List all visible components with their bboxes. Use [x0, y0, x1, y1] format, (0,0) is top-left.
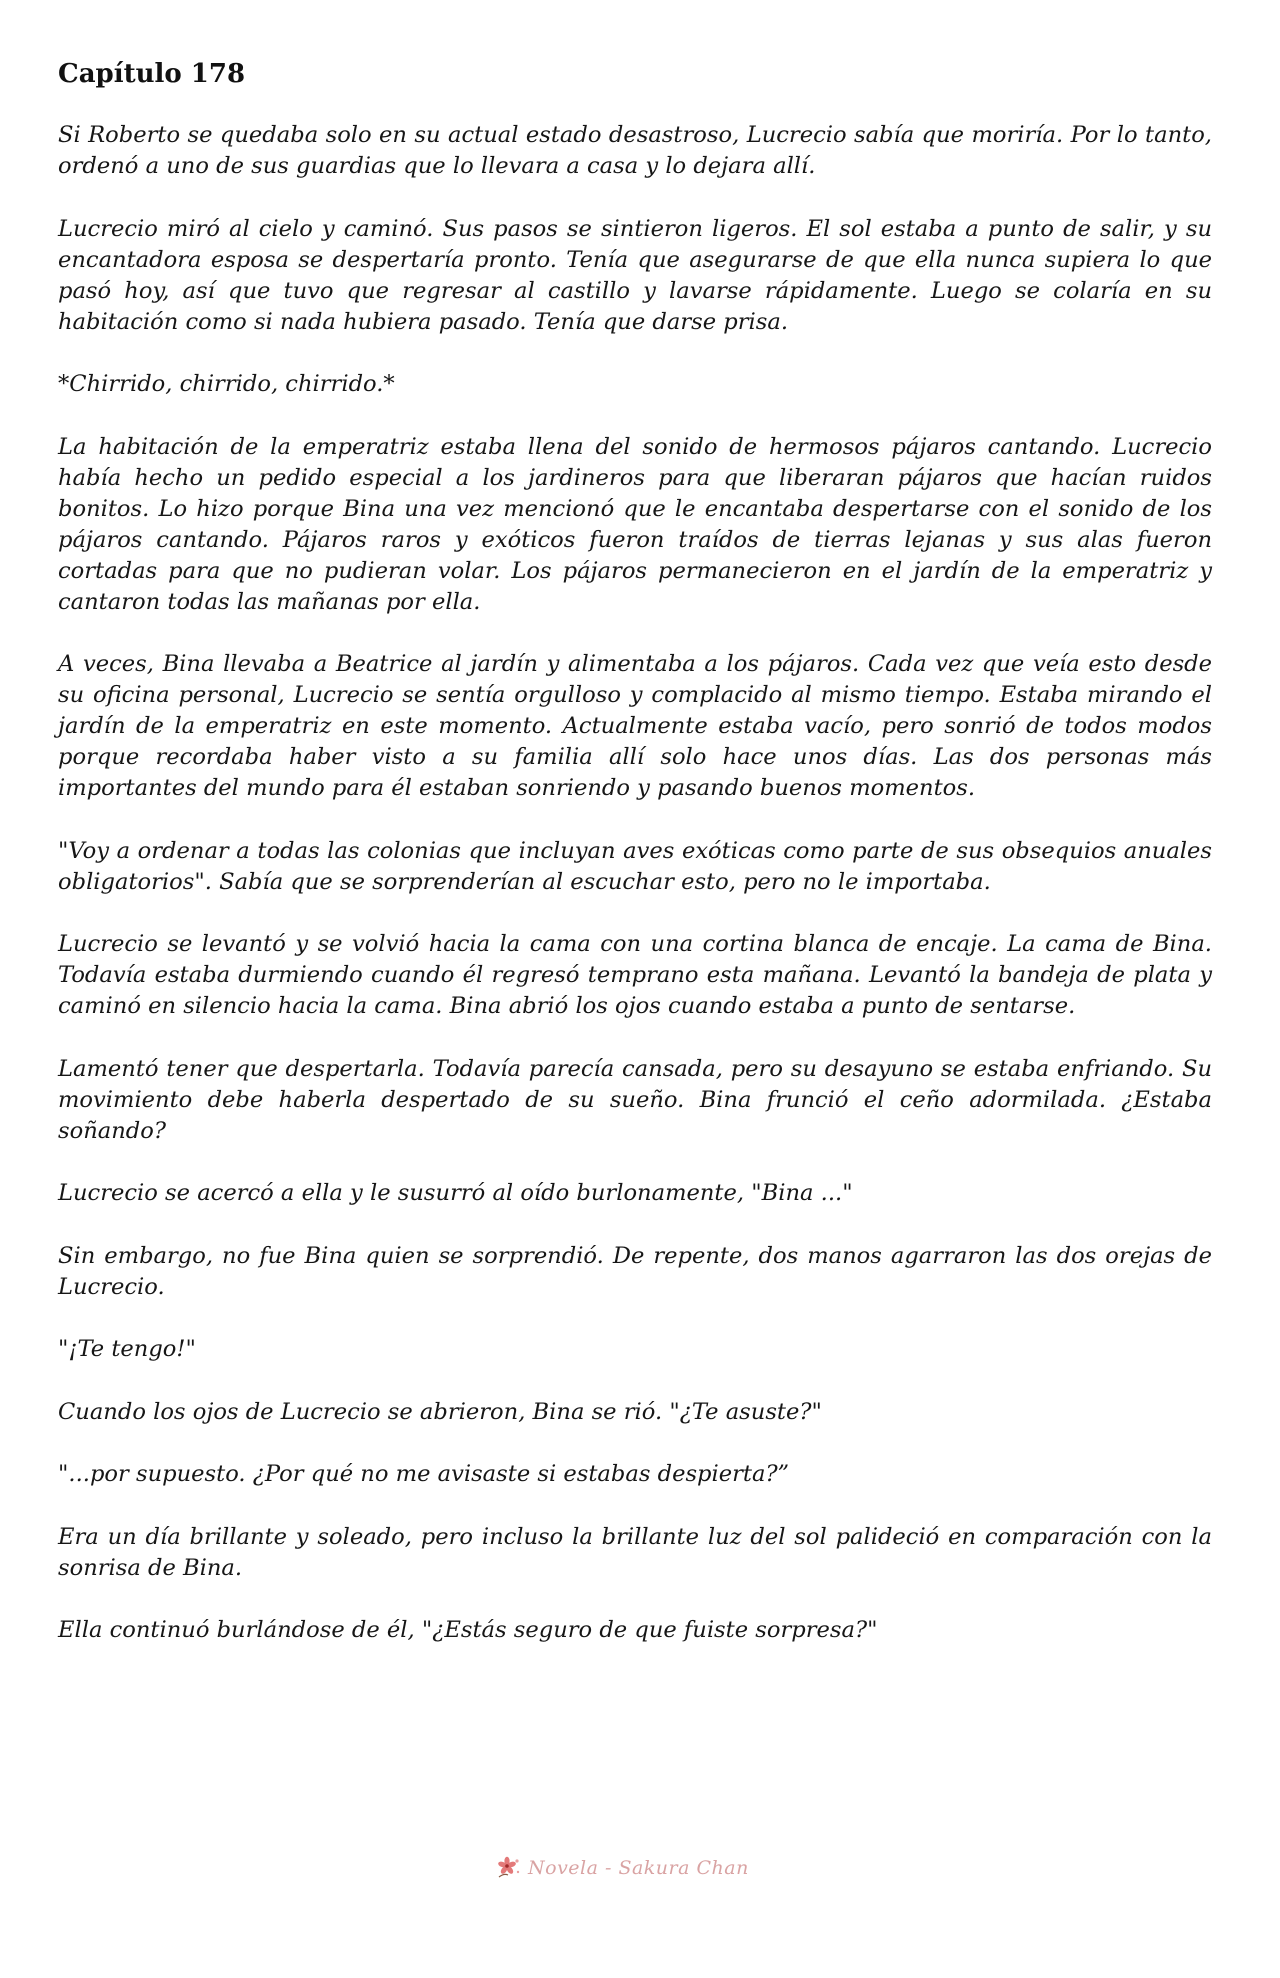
paragraph: Era un día brillante y soleado, pero incluso la brillante luz del sol palideció en comparación con la sonrisa de Bina. [58, 1523, 1212, 1581]
paragraph: "...por supuesto. ¿Por qué no me avisaste si estabas despierta?” [58, 1461, 790, 1487]
paragraph: Lucrecio se levantó y se volvió hacia la cama con una cortina blanca de encaje. La cama de Bina. Todavía estaba durmiendo cuando él regresó temprano esta mañana. Levantó la bandeja de plata y caminó en silencio hacia la cama. Bina abrió los ojos cuando estaba a punto de sentarse. [58, 931, 1212, 1019]
paragraph: *Chirrido, chirrido, chirrido.* [58, 371, 395, 397]
paragraph: Ella continuó burlándose de él, "¿Estás seguro de que fuiste sorpresa?" [58, 1617, 878, 1643]
paragraph: Sin embargo, no fue Bina quien se sorprendió. De repente, dos manos agarraron las dos orejas de Lucrecio. [58, 1242, 1212, 1300]
paragraph: "¡Te tengo!" [58, 1336, 196, 1362]
paragraph: Lucrecio se acercó a ella y le susurró al oído burlonamente, "Bina ..." [58, 1180, 853, 1206]
paragraph: Lamentó tener que despertarla. Todavía parecía cansada, pero su desayuno se estaba enfriando. Su movimiento debe haberla despertado de su sueño. Bina frunció el ceño adormilada. ¿Estaba soñando? [58, 1055, 1212, 1144]
paragraph: "Voy a ordenar a todas las colonias que incluyan aves exóticas como parte de sus obsequios anuales obligatorios". Sabía que se sorprenderían al escuchar esto, pero no le importaba. [58, 837, 1212, 895]
watermark [496, 1848, 749, 1888]
paragraph: Lucrecio miró al cielo y caminó. Sus pasos se sintieron ligeros. El sol estaba a punto de salir, y su encantadora esposa se despertaría pronto. Tenía que asegurarse de que ella nunca supiera lo que pasó hoy, así que tuvo que regresar al castillo y lavarse rápidamente. Luego se colaría en su habitación como si nada hubiera pasado. Tenía que darse prisa. [58, 215, 1212, 335]
sakura-flower-icon [496, 1855, 528, 1881]
watermark-text: Novela - Sakura Chan [528, 1857, 749, 1879]
chapter-body [58, 120, 1212, 1678]
paragraph: Cuando los ojos de Lucrecio se abrieron, Bina se rió. "¿Te asuste?" [58, 1398, 822, 1425]
paragraph: Si Roberto se quedaba solo en su actual estado desastroso, Lucrecio sabía que moriría. Por lo tanto, ordenó a uno de sus guardias que lo llevara a casa y lo dejara allí. [58, 122, 1212, 179]
paragraph: A veces, Bina llevaba a Beatrice al jardín y alimentaba a los pájaros. Cada vez que veía esto desde su oficina personal, Lucrecio se sentía orgulloso y complacido al mismo tiempo. Estaba mirando el jardín de la emperatriz en este momento. Actualmente estaba vacío, pero sonrió de todos modos porque recordaba haber visto a su familia allí solo hace unos días. Las dos personas más importantes del mundo para él estaban sonriendo y pasando buenos momentos. [58, 651, 1212, 801]
chapter-title: Capítulo 178 [58, 59, 246, 89]
paragraph: La habitación de la emperatriz estaba llena del sonido de hermosos pájaros cantando. Lucrecio había hecho un pedido especial a los jardineros para que liberaran pájaros que hacían ruidos bonitos. Lo hizo porque Bina una vez mencionó que le encantaba despertarse con el sonido de los pájaros cantando. Pájaros raros y exóticos fueron traídos de tierras lejanas y sus alas fueron cortadas para que no pudieran volar. Los pájaros permanecieron en el jardín de la emperatriz y cantaron todas las mañanas por ella. [58, 433, 1212, 615]
